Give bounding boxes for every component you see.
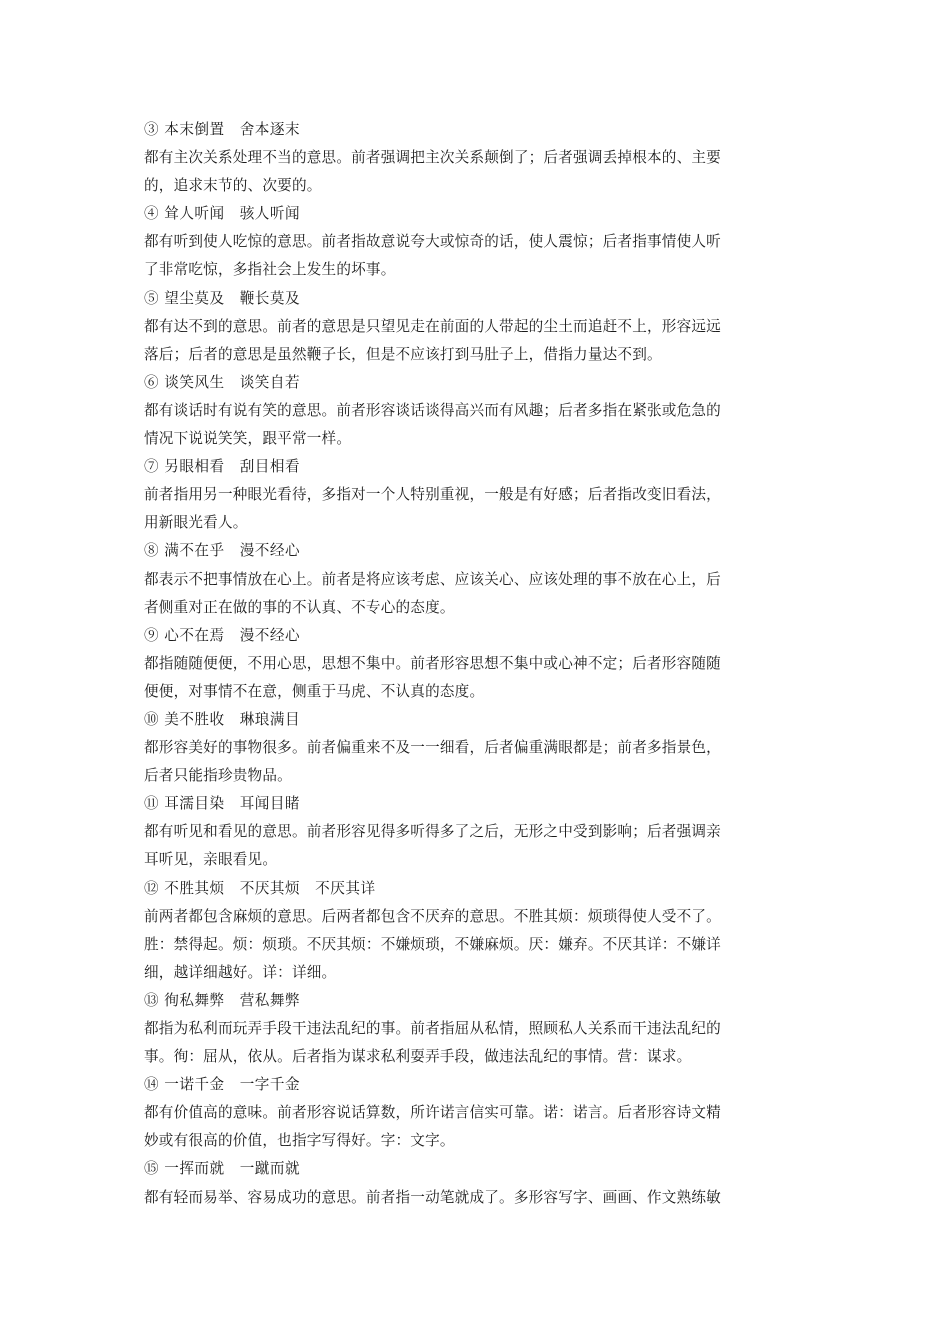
idiom-pair-heading: ⑩ 美不胜收 琳琅满目: [144, 710, 301, 728]
document-body: [144, 116, 814, 1212]
idiom-pair-heading: ⑭ 一诺千金 一字千金: [144, 1076, 301, 1094]
explanation-line: 都有听到使人吃惊的意思。前者指故意说夸大或惊奇的话，使人震惊；后者指事情使人听: [144, 233, 721, 251]
idiom-pair-heading: ⑤ 望尘莫及 鞭长莫及: [144, 289, 301, 307]
explanation-line: 都形容美好的事物很多。前者偏重来不及一一细看，后者偏重满眼都是；前者多指景色，: [144, 739, 721, 757]
explanation-line: 事。徇：屈从，依从。后者指为谋求私利耍弄手段，做违法乱纪的事情。营：谋求。: [144, 1048, 692, 1066]
explanation-line: 都指随随便便，不用心思，思想不集中。前者形容思想不集中或心神不定；后者形容随随: [144, 654, 721, 672]
explanation-line: 都有主次关系处理不当的意思。前者强调把主次关系颠倒了；后者强调丢掉根本的、主要: [144, 149, 721, 167]
explanation-line: 妙或有很高的价值，也指字写得好。字：文字。: [144, 1132, 455, 1150]
explanation-line: 的，追求末节的、次要的。: [144, 177, 322, 195]
explanation-line: 都有价值高的意味。前者形容说话算数，所许诺言信实可靠。诺：诺言。后者形容诗文精: [144, 1104, 721, 1122]
explanation-line: 都有谈话时有说有笑的意思。前者形容谈话谈得高兴而有风趣；后者多指在紧张或危急的: [144, 401, 721, 419]
explanation-line: 落后；后者的意思是虽然鞭子长，但是不应该打到马肚子上，借指力量达不到。: [144, 345, 662, 363]
explanation-line: 都表示不把事情放在心上。前者是将应该考虑、应该关心、应该处理的事不放在心上，后: [144, 570, 721, 588]
idiom-pair-heading: ⑧ 满不在乎 漫不经心: [144, 542, 301, 560]
explanation-line: 胜：禁得起。烦：烦琐。不厌其烦：不嫌烦琐，不嫌麻烦。厌：嫌弃。不厌其详：不嫌详: [144, 935, 721, 953]
explanation-line: 了非常吃惊，多指社会上发生的坏事。: [144, 261, 396, 279]
idiom-pair-heading: ③ 本末倒置 舍本逐末: [144, 121, 301, 138]
explanation-line: 细，越详细越好。详：详细。: [144, 963, 337, 981]
idiom-pair-heading: ⑦ 另眼相看 刮目相看: [144, 458, 301, 476]
explanation-line: 情况下说说笑笑，跟平常一样。: [144, 430, 352, 448]
explanation-line: 都指为私利而玩弄手段干违法乱纪的事。前者指屈从私情，照顾私人关系而干违法乱纪的: [144, 1020, 721, 1037]
idiom-pair-heading: ⑮ 一挥而就 一蹴而就: [144, 1160, 301, 1178]
idiom-pair-heading: ⑪ 耳濡目染 耳闻目睹: [144, 795, 301, 813]
idiom-pair-heading: ④ 耸人听闻 骇人听闻: [144, 205, 301, 223]
explanation-line: 便便，对事情不在意，侧重于马虎、不认真的态度。: [144, 682, 485, 700]
explanation-line: 后者只能指珍贵物品。: [144, 767, 292, 785]
idiom-pair-heading: ⑬ 徇私舞弊 营私舞弊: [144, 991, 301, 1009]
idiom-pair-heading: ⑫ 不胜其烦 不厌其烦 不厌其详: [144, 879, 376, 897]
explanation-line: 用新眼光看人。: [144, 514, 248, 532]
explanation-line: 都有轻而易举、容易成功的意思。前者指一动笔就成了。多形容写字、画画、作文熟练敏: [144, 1188, 721, 1206]
explanation-line: 都有达不到的意思。前者的意思是只望见走在前面的人带起的尘土而追赶不上，形容远远: [144, 317, 721, 335]
explanation-line: 前者指用另一种眼光看待，多指对一个人特别重视，一般是有好感；后者指改变旧看法，: [144, 486, 721, 504]
explanation-line: 前两者都包含麻烦的意思。后两者都包含不厌弃的意思。不胜其烦：烦琐得使人受不了。: [144, 907, 721, 925]
idiom-pair-heading: ⑨ 心不在焉 漫不经心: [144, 626, 301, 644]
explanation-line: 者侧重对正在做的事的不认真、不专心的态度。: [144, 598, 455, 616]
explanation-line: 都有听见和看见的意思。前者形容见得多听得多了之后，无形之中受到影响；后者强调亲: [144, 823, 721, 841]
explanation-line: 耳听见，亲眼看见。: [144, 851, 278, 869]
idiom-pair-heading: ⑥ 谈笑风生 谈笑自若: [144, 373, 301, 391]
